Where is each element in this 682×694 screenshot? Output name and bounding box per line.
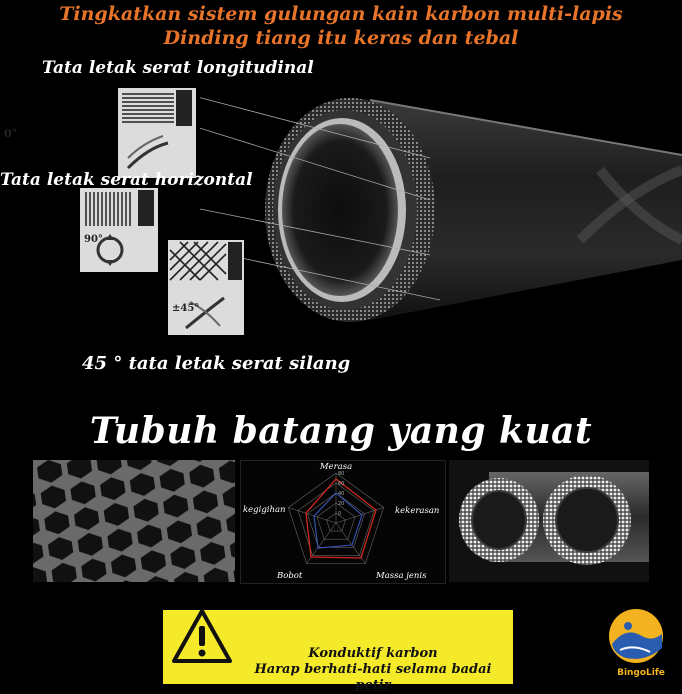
- warning-banner: [163, 610, 513, 693]
- horizontal-layer-diagram: [80, 188, 158, 272]
- label-cross: 45 ° tata letak serat silang: [82, 353, 351, 374]
- carbon-rod-illustration: [200, 70, 682, 380]
- radar-axis-massa-jenis: Massa jenis: [376, 571, 427, 581]
- longitudinal-layer-diagram: [118, 88, 196, 178]
- radar-axis-kekerasan: kekerasan: [395, 506, 440, 516]
- angle-label-45: ±45°: [172, 303, 200, 314]
- hexagon-pattern: [33, 460, 235, 582]
- radar-tick-80: 80: [338, 471, 345, 477]
- cross-layer-diagram: [168, 240, 244, 335]
- hexagon-panel: [33, 460, 235, 582]
- label-horizontal: Tata letak serat horizontal: [0, 170, 253, 190]
- warning-line-2: Harap berhati-hati selama badai petir: [254, 662, 492, 693]
- logo-text: BingoLife: [617, 668, 665, 678]
- radar-tick-0: 0: [338, 511, 342, 517]
- radar-tick-60: 60: [338, 481, 345, 487]
- logo-mark-icon: [606, 606, 666, 666]
- rod-cross-sections: [449, 460, 649, 582]
- section-title: Tubuh batang yang kuat: [89, 410, 593, 452]
- label-longitudinal: Tata letak serat longitudinal: [42, 58, 314, 78]
- angle-label-0: 0°: [4, 127, 18, 140]
- brand-logo: [606, 606, 676, 682]
- radar-chart: [241, 461, 445, 583]
- cross-section-panel: [449, 460, 649, 582]
- warning-icon: [171, 608, 233, 664]
- angle-label-90: 90°: [84, 234, 103, 245]
- radar-tick-40: 40: [338, 491, 345, 497]
- radar-axis-kegigihan: kegigihan: [243, 505, 286, 515]
- warning-line-1: Konduktif karbon: [308, 646, 438, 661]
- header-line-2: Dinding tiang itu keras dan tebal: [163, 27, 519, 49]
- radar-axis-merasa: Merasa: [319, 462, 353, 472]
- header-line-1: Tingkatkan sistem gulungan kain karbon multi-lapis: [59, 3, 623, 25]
- radar-panel: [240, 460, 446, 584]
- radar-tick-20: 20: [338, 501, 345, 507]
- warning-text: [238, 646, 508, 694]
- radar-axis-bobot: Bobot: [277, 571, 303, 581]
